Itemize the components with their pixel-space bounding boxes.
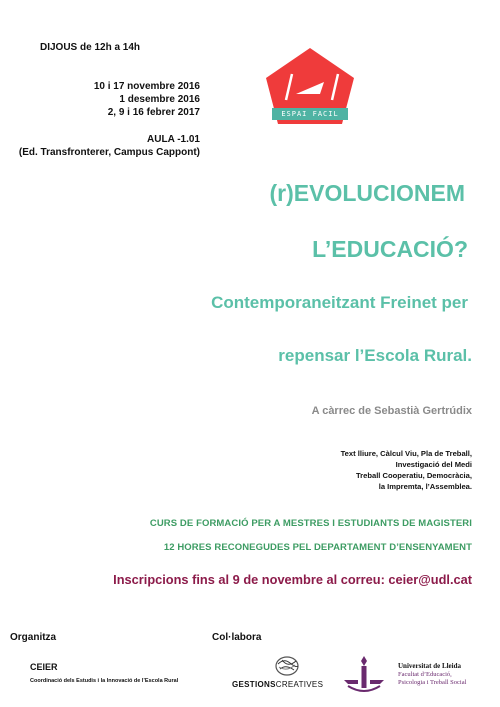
organitza-label: Organitza (10, 632, 57, 643)
course-line-2: 12 HORES RECONEGUDES PEL DEPARTAMENT D’ENSENYAMENT (163, 542, 472, 553)
topic-line-1: Text lliure, Càlcul Viu, Pla de Treball, (340, 449, 472, 458)
title-line-1: (r)EVOLUCIONEM (269, 180, 465, 206)
subtitle-line-2: repensar l’Escola Rural. (278, 346, 472, 365)
registration-line: Inscripcions fins al 9 de novembre al correu: ceier@udl.cat (113, 572, 472, 587)
creatives-text: CREATIVES (275, 680, 324, 689)
course-line-1: CURS DE FORMACIÓ PER A MESTRES I ESTUDIANTS DE MAGISTERI (149, 518, 472, 529)
udl-logo (338, 652, 498, 696)
title-line-2: L’EDUCACIÓ? (312, 236, 468, 262)
topics-list (250, 448, 472, 492)
schedule-location (0, 133, 200, 159)
schedule-time: DIJOUS de 12h a 14h (40, 42, 141, 53)
udl-faculty-line-2: Psicologia i Treball Social (398, 679, 467, 686)
ceier-full-name: Coordinació dels Estudis i la Innovació de l’Escola Rural (30, 678, 179, 684)
speaker-line: A càrrec de Sebastià Gertrúdix (311, 405, 472, 417)
topic-line-3: Treball Cooperatiu, Democràcia, (355, 471, 472, 480)
topic-line-2: Investigació del Medi (395, 460, 472, 469)
lightbulb-scribble-icon (274, 654, 300, 678)
logo-banner-text: ESPAI FACIL (281, 110, 339, 118)
udl-emblem-icon (338, 654, 390, 694)
gestions-creatives-logo (228, 652, 328, 692)
date-line-1: 10 i 17 novembre 2016 (93, 81, 200, 92)
building-label: (Ed. Transfronterer, Campus Cappont) (18, 147, 200, 158)
udl-faculty-line-1: Facultat d’Educació, (398, 671, 452, 678)
gestions-creatives-text (232, 680, 323, 689)
date-line-2: 1 desembre 2016 (119, 94, 200, 105)
udl-name: Universitat de Lleida (398, 662, 461, 670)
gestions-text: GESTIONS (232, 680, 276, 689)
room-label: AULA -1.01 (147, 134, 200, 145)
topic-line-4: la Impremta, l’Assemblea. (378, 482, 472, 491)
ceier-name: CEIER (30, 662, 58, 672)
schedule-dates (20, 80, 200, 119)
subtitle-line-1: Contemporaneitzant Freinet per (211, 293, 468, 312)
espai-facil-logo (262, 44, 358, 128)
date-line-3: 2, 9 i 16 febrer 2017 (107, 107, 200, 118)
collabora-label: Col·labora (212, 632, 262, 643)
